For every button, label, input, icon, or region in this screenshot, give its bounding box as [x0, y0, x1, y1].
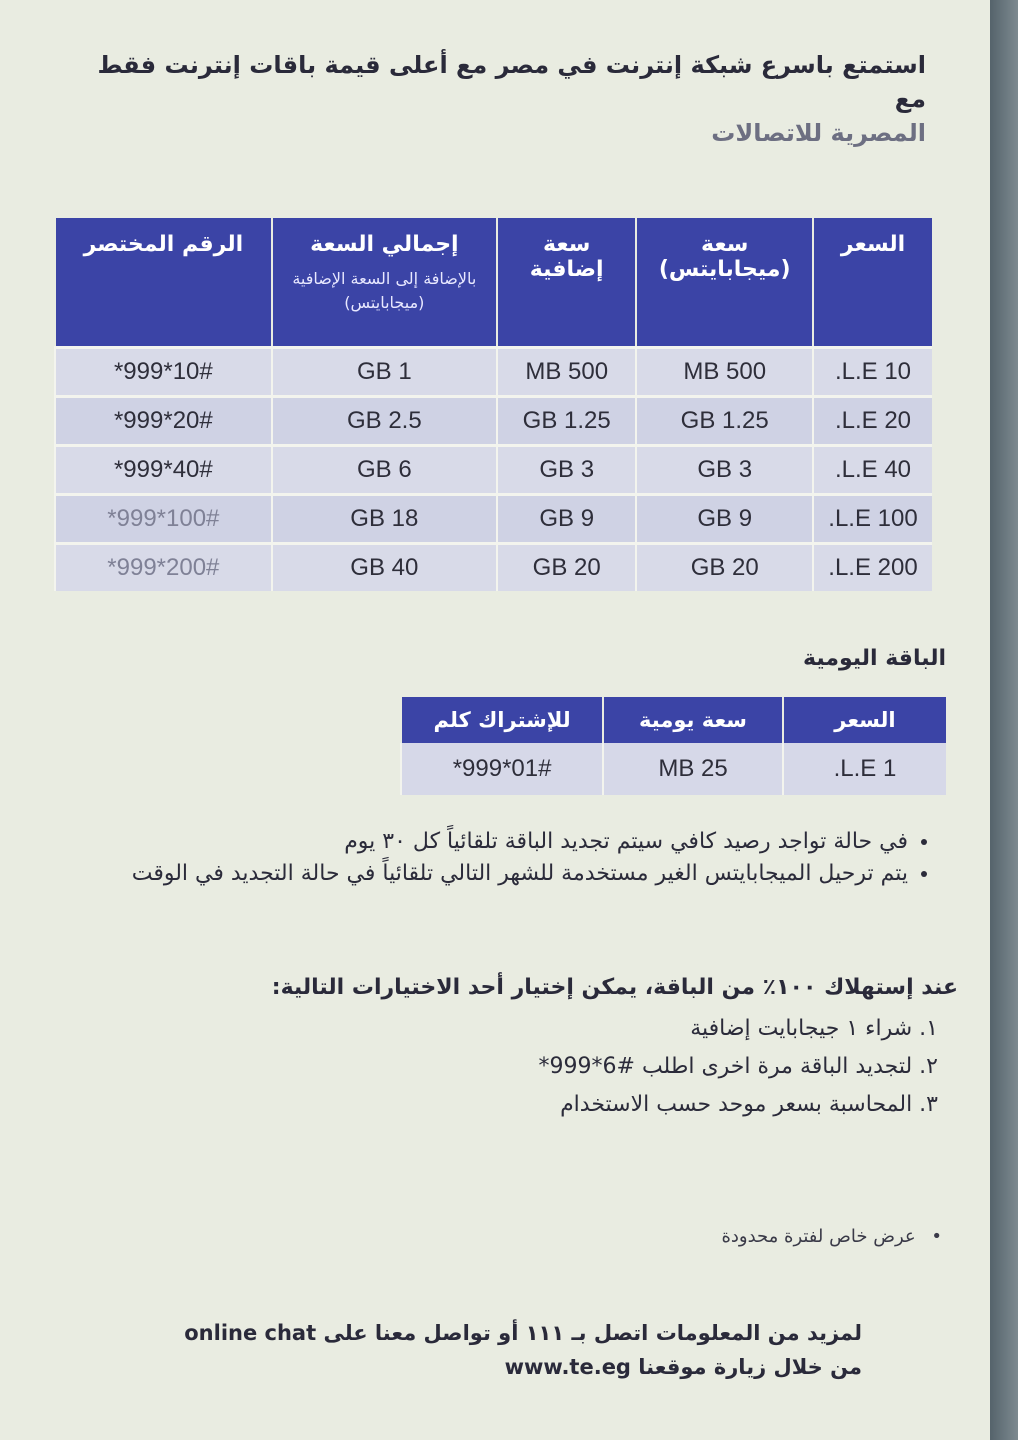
table-row: [55, 446, 932, 495]
total-cell: 6 GB: [272, 446, 497, 495]
header-total-note: بالإضافة إلى السعة الإضافية (ميجابايتس): [292, 269, 477, 312]
bullet-icon: •: [931, 1226, 942, 1247]
header-capacity: سعة (ميجابايتس): [636, 218, 813, 348]
code-cell: *999*20#: [55, 397, 272, 446]
option-item: ٢. لتجديد الباقة مرة اخرى اطلب #6*999*: [538, 1054, 938, 1079]
capacity-cell: 1.25 GB: [636, 397, 813, 446]
header-price: السعر: [813, 218, 932, 348]
price-cell: 10 L.E.: [813, 348, 932, 397]
daily-package-title: الباقة اليومية: [803, 646, 946, 671]
contact-info: [162, 1316, 862, 1384]
table-row: [401, 743, 946, 795]
note-item: • يتم ترحيل الميجابايتس الغير مستخدمة للشهر التالي تلقائياً في حالة التجديد في الوقت: [68, 858, 908, 890]
intro-line-2: المصرية للاتصالات: [711, 119, 926, 147]
code-cell: *999*200#: [55, 544, 272, 592]
price-cell: 40 L.E.: [813, 446, 932, 495]
table-row: [55, 495, 932, 544]
price-cell: 100 L.E.: [813, 495, 932, 544]
capacity-cell: 500 MB: [636, 348, 813, 397]
intro-text: [86, 48, 926, 150]
contact-line-1: لمزيد من المعلومات اتصل بـ ١١١ أو تواصل معنا على online chat: [184, 1321, 862, 1345]
total-cell: 2.5 GB: [272, 397, 497, 446]
header-extra: سعة إضافية: [497, 218, 636, 348]
table-row: [55, 397, 932, 446]
intro-line-1: استمتع باسرع شبكة إنترنت في مصر مع أعلى قيمة باقات إنترنت فقط مع: [97, 51, 926, 113]
daily-capacity-cell: 25 MB: [603, 743, 783, 795]
price-cell: 200 L.E.: [813, 544, 932, 592]
daily-table-header: [401, 697, 946, 743]
daily-header-subscribe: للإشتراك كلم: [401, 697, 603, 743]
extra-cell: 500 MB: [497, 348, 636, 397]
daily-code-cell: *999*01#: [401, 743, 603, 795]
daily-header-price: السعر: [783, 697, 946, 743]
code-cell: *999*10#: [55, 348, 272, 397]
extra-cell: 9 GB: [497, 495, 636, 544]
total-cell: 18 GB: [272, 495, 497, 544]
table-row: [55, 348, 932, 397]
capacity-cell: 20 GB: [636, 544, 813, 592]
extra-cell: 20 GB: [497, 544, 636, 592]
note-item: • في حالة تواجد رصيد كافي سيتم تجديد الباقة تلقائياً كل ٣٠ يوم: [68, 826, 908, 858]
capacity-cell: 9 GB: [636, 495, 813, 544]
table-row: [55, 544, 932, 592]
option-item: ١. شراء ١ جيجابايت إضافية: [690, 1016, 938, 1041]
packages-table: [54, 218, 932, 591]
special-offer-note: [721, 1226, 942, 1247]
background-edge: [990, 0, 1018, 1440]
code-cell: *999*100#: [55, 495, 272, 544]
daily-header-capacity: سعة يومية: [603, 697, 783, 743]
option-item: ٣. المحاسبة بسعر موحد حسب الاستخدام: [560, 1092, 938, 1117]
price-cell: 20 L.E.: [813, 397, 932, 446]
code-cell: *999*40#: [55, 446, 272, 495]
notes-list: [68, 826, 938, 890]
capacity-cell: 3 GB: [636, 446, 813, 495]
extra-cell: 3 GB: [497, 446, 636, 495]
options-heading: عند إستهلاك ١٠٠٪ من الباقة، يمكن إختيار أحد الاختيارات التالية:: [271, 975, 958, 1000]
total-cell: 1 GB: [272, 348, 497, 397]
total-cell: 40 GB: [272, 544, 497, 592]
packages-table-header: [55, 218, 932, 348]
daily-package-table: [400, 697, 946, 795]
header-code: الرقم المختصر: [55, 218, 272, 348]
extra-cell: 1.25 GB: [497, 397, 636, 446]
contact-line-2: من خلال زيارة موقعنا www.te.eg: [504, 1355, 862, 1379]
options-list: [178, 1010, 938, 1124]
special-offer-text: عرض خاص لفترة محدودة: [721, 1226, 916, 1247]
daily-price-cell: 1 L.E.: [783, 743, 946, 795]
header-total: إجمالي السعة بالإضافة إلى السعة الإضافية (ميجابايتس): [272, 218, 497, 348]
